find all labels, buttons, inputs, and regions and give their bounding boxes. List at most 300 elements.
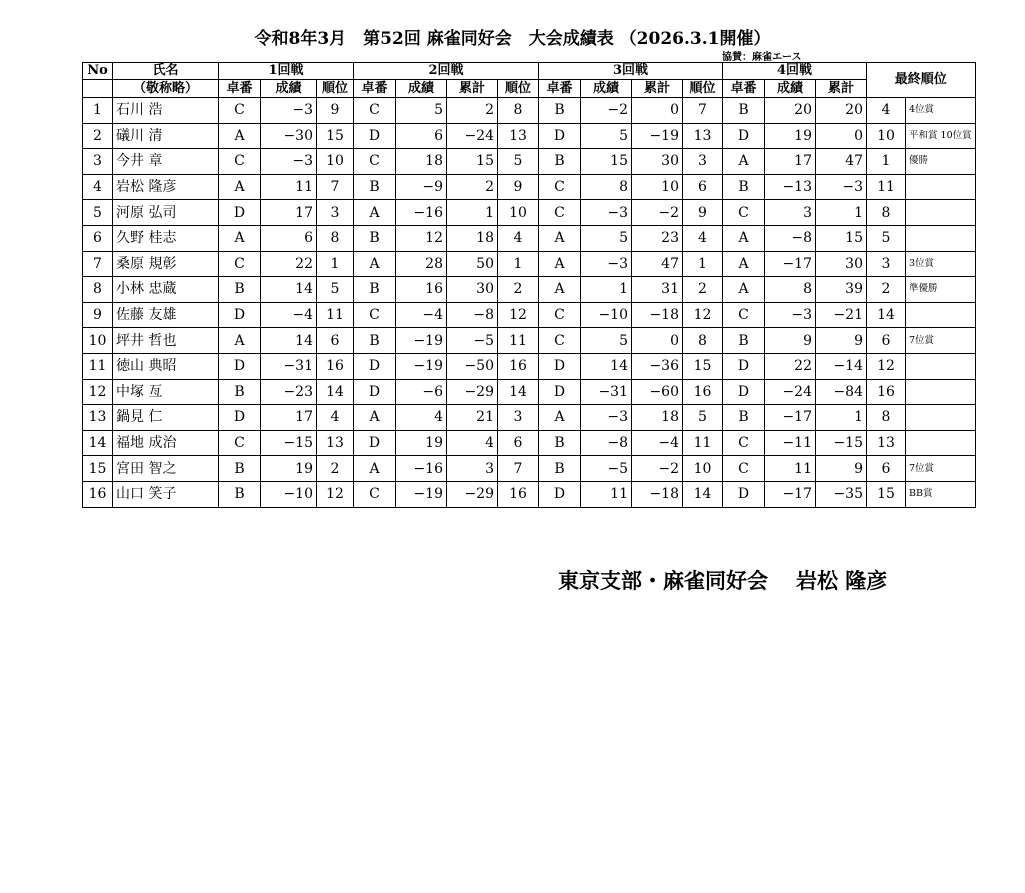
cell-r4-total: 39 bbox=[816, 277, 867, 303]
cell-r1-rank: 6 bbox=[317, 328, 354, 354]
cell-final-rank: 1 bbox=[867, 149, 906, 175]
cell-r1-score: 22 bbox=[261, 251, 317, 277]
cell-r3-rank: 9 bbox=[683, 200, 723, 226]
cell-r3-total: −18 bbox=[632, 481, 683, 507]
cell-r3-score: −2 bbox=[581, 98, 632, 124]
cell-r4-score: 22 bbox=[765, 353, 816, 379]
cell-r3-rank: 4 bbox=[683, 225, 723, 251]
cell-r1-table: D bbox=[219, 405, 261, 431]
cell-final-rank: 10 bbox=[867, 123, 906, 149]
cell-r3-rank: 2 bbox=[683, 277, 723, 303]
cell-r3-table: D bbox=[539, 481, 581, 507]
cell-award: 7位賞 bbox=[906, 456, 976, 482]
cell-name: 山口 笑子 bbox=[113, 481, 219, 507]
cell-r2-rank: 5 bbox=[498, 149, 539, 175]
cell-name: 桑原 規彰 bbox=[113, 251, 219, 277]
cell-name: 中塚 亙 bbox=[113, 379, 219, 405]
header-r4-table: 卓番 bbox=[723, 80, 765, 98]
cell-r4-total: 9 bbox=[816, 328, 867, 354]
cell-final-rank: 6 bbox=[867, 456, 906, 482]
cell-r4-score: −24 bbox=[765, 379, 816, 405]
cell-r2-score: 12 bbox=[396, 225, 447, 251]
cell-r4-total: −35 bbox=[816, 481, 867, 507]
cell-r2-total: −50 bbox=[447, 353, 498, 379]
cell-r1-table: C bbox=[219, 149, 261, 175]
table-row bbox=[83, 251, 976, 277]
cell-no: 2 bbox=[83, 123, 113, 149]
cell-r2-score: −9 bbox=[396, 174, 447, 200]
cell-r4-score: 3 bbox=[765, 200, 816, 226]
cell-r4-table: D bbox=[723, 353, 765, 379]
cell-r1-score: −10 bbox=[261, 481, 317, 507]
cell-r2-table: C bbox=[354, 149, 396, 175]
cell-r3-total: −2 bbox=[632, 456, 683, 482]
cell-r4-total: −3 bbox=[816, 174, 867, 200]
cell-award bbox=[906, 353, 976, 379]
cell-r4-table: A bbox=[723, 277, 765, 303]
header-row-rounds bbox=[83, 63, 976, 80]
cell-r3-score: −3 bbox=[581, 251, 632, 277]
cell-r2-score: −19 bbox=[396, 353, 447, 379]
cell-award: BB賞 bbox=[906, 481, 976, 507]
cell-r3-table: D bbox=[539, 379, 581, 405]
cell-r2-table: D bbox=[354, 353, 396, 379]
cell-r1-table: D bbox=[219, 302, 261, 328]
header-r3-total: 累計 bbox=[632, 80, 683, 98]
cell-r3-table: A bbox=[539, 225, 581, 251]
cell-r2-rank: 14 bbox=[498, 379, 539, 405]
cell-r4-total: 9 bbox=[816, 456, 867, 482]
cell-r3-total: 47 bbox=[632, 251, 683, 277]
cell-r1-score: −3 bbox=[261, 149, 317, 175]
cell-r2-rank: 6 bbox=[498, 430, 539, 456]
header-no: No bbox=[83, 63, 113, 80]
cell-r2-table: B bbox=[354, 174, 396, 200]
cell-no: 3 bbox=[83, 149, 113, 175]
cell-name: 久野 桂志 bbox=[113, 225, 219, 251]
cell-r1-table: C bbox=[219, 251, 261, 277]
cell-award bbox=[906, 379, 976, 405]
table-row bbox=[83, 302, 976, 328]
cell-r2-rank: 4 bbox=[498, 225, 539, 251]
cell-r2-score: 16 bbox=[396, 277, 447, 303]
cell-r1-table: A bbox=[219, 225, 261, 251]
cell-r1-rank: 5 bbox=[317, 277, 354, 303]
cell-r4-total: −84 bbox=[816, 379, 867, 405]
cell-no: 14 bbox=[83, 430, 113, 456]
header-r2-total: 累計 bbox=[447, 80, 498, 98]
cell-r3-total: 10 bbox=[632, 174, 683, 200]
cell-r3-rank: 14 bbox=[683, 481, 723, 507]
cell-r3-score: 14 bbox=[581, 353, 632, 379]
cell-no: 4 bbox=[83, 174, 113, 200]
cell-r1-rank: 4 bbox=[317, 405, 354, 431]
cell-r4-table: B bbox=[723, 405, 765, 431]
cell-r1-score: 17 bbox=[261, 200, 317, 226]
cell-r3-score: −5 bbox=[581, 456, 632, 482]
cell-r1-score: −4 bbox=[261, 302, 317, 328]
cell-r4-total: 47 bbox=[816, 149, 867, 175]
cell-r3-rank: 16 bbox=[683, 379, 723, 405]
cell-name: 鍋見 仁 bbox=[113, 405, 219, 431]
cell-no: 15 bbox=[83, 456, 113, 482]
cell-r3-table: B bbox=[539, 456, 581, 482]
cell-r2-rank: 16 bbox=[498, 481, 539, 507]
cell-r1-table: C bbox=[219, 98, 261, 124]
cell-r2-table: A bbox=[354, 251, 396, 277]
cell-r3-score: −3 bbox=[581, 200, 632, 226]
cell-r2-table: A bbox=[354, 200, 396, 226]
table-row bbox=[83, 353, 976, 379]
cell-r3-score: −10 bbox=[581, 302, 632, 328]
cell-r2-score: −16 bbox=[396, 456, 447, 482]
cell-r2-total: −8 bbox=[447, 302, 498, 328]
cell-award: 4位賞 bbox=[906, 98, 976, 124]
cell-final-rank: 3 bbox=[867, 251, 906, 277]
cell-award bbox=[906, 430, 976, 456]
cell-r2-table: B bbox=[354, 225, 396, 251]
cell-r3-score: 8 bbox=[581, 174, 632, 200]
cell-r3-rank: 13 bbox=[683, 123, 723, 149]
cell-final-rank: 14 bbox=[867, 302, 906, 328]
cell-r3-total: 23 bbox=[632, 225, 683, 251]
cell-r1-score: 14 bbox=[261, 328, 317, 354]
cell-r4-score: −17 bbox=[765, 405, 816, 431]
cell-r2-score: −16 bbox=[396, 200, 447, 226]
cell-r2-score: 18 bbox=[396, 149, 447, 175]
header-r1-score: 成績 bbox=[261, 80, 317, 98]
cell-r1-rank: 7 bbox=[317, 174, 354, 200]
cell-r4-table: A bbox=[723, 225, 765, 251]
table-row bbox=[83, 481, 976, 507]
cell-r4-score: 19 bbox=[765, 123, 816, 149]
cell-r1-score: −23 bbox=[261, 379, 317, 405]
cell-r4-score: −17 bbox=[765, 251, 816, 277]
cell-no: 5 bbox=[83, 200, 113, 226]
cell-r2-total: −29 bbox=[447, 379, 498, 405]
cell-r2-total: −5 bbox=[447, 328, 498, 354]
cell-r3-score: 11 bbox=[581, 481, 632, 507]
cell-name: 徳山 典昭 bbox=[113, 353, 219, 379]
cell-r1-table: B bbox=[219, 481, 261, 507]
cell-r3-table: C bbox=[539, 328, 581, 354]
cell-r2-table: D bbox=[354, 430, 396, 456]
cell-r2-total: 2 bbox=[447, 98, 498, 124]
cell-final-rank: 13 bbox=[867, 430, 906, 456]
cell-r2-rank: 9 bbox=[498, 174, 539, 200]
cell-r4-score: 9 bbox=[765, 328, 816, 354]
sponsor-note: 協賛：麻雀エース bbox=[722, 52, 802, 63]
cell-r1-score: 19 bbox=[261, 456, 317, 482]
cell-r2-rank: 3 bbox=[498, 405, 539, 431]
cell-r1-score: 17 bbox=[261, 405, 317, 431]
cell-name: 小林 忠蔵 bbox=[113, 277, 219, 303]
cell-r2-score: −6 bbox=[396, 379, 447, 405]
cell-r1-rank: 14 bbox=[317, 379, 354, 405]
cell-r2-score: 19 bbox=[396, 430, 447, 456]
cell-award: 3位賞 bbox=[906, 251, 976, 277]
table-row bbox=[83, 149, 976, 175]
header-r3-rank: 順位 bbox=[683, 80, 723, 98]
cell-r2-table: C bbox=[354, 481, 396, 507]
cell-r1-score: 11 bbox=[261, 174, 317, 200]
cell-r3-score: −3 bbox=[581, 405, 632, 431]
cell-name: 岩松 隆彦 bbox=[113, 174, 219, 200]
cell-r3-score: 15 bbox=[581, 149, 632, 175]
header-round-3: 3回戦 bbox=[539, 63, 723, 80]
cell-r2-score: 5 bbox=[396, 98, 447, 124]
table-row bbox=[83, 328, 976, 354]
footer-signature bbox=[558, 565, 887, 595]
cell-r3-total: 0 bbox=[632, 98, 683, 124]
cell-r1-rank: 9 bbox=[317, 98, 354, 124]
cell-r4-total: −21 bbox=[816, 302, 867, 328]
cell-name: 宮田 智之 bbox=[113, 456, 219, 482]
cell-award bbox=[906, 225, 976, 251]
cell-r2-rank: 2 bbox=[498, 277, 539, 303]
cell-r2-table: D bbox=[354, 379, 396, 405]
header-r3-table: 卓番 bbox=[539, 80, 581, 98]
cell-r1-score: −3 bbox=[261, 98, 317, 124]
cell-r2-score: −19 bbox=[396, 328, 447, 354]
cell-r3-score: 5 bbox=[581, 123, 632, 149]
header-round-1: 1回戦 bbox=[219, 63, 354, 80]
cell-r4-total: 1 bbox=[816, 405, 867, 431]
header-r1-table: 卓番 bbox=[219, 80, 261, 98]
cell-r2-rank: 16 bbox=[498, 353, 539, 379]
cell-name: 石川 浩 bbox=[113, 98, 219, 124]
cell-r2-rank: 11 bbox=[498, 328, 539, 354]
cell-r1-rank: 1 bbox=[317, 251, 354, 277]
cell-r3-table: B bbox=[539, 430, 581, 456]
cell-name: 坪井 哲也 bbox=[113, 328, 219, 354]
cell-no: 10 bbox=[83, 328, 113, 354]
cell-r3-rank: 7 bbox=[683, 98, 723, 124]
cell-r4-table: B bbox=[723, 98, 765, 124]
cell-r3-total: −60 bbox=[632, 379, 683, 405]
table-row bbox=[83, 200, 976, 226]
cell-r3-rank: 3 bbox=[683, 149, 723, 175]
cell-r1-rank: 8 bbox=[317, 225, 354, 251]
cell-r4-table: A bbox=[723, 149, 765, 175]
cell-r2-total: −29 bbox=[447, 481, 498, 507]
cell-final-rank: 11 bbox=[867, 174, 906, 200]
cell-r3-table: A bbox=[539, 277, 581, 303]
cell-r1-score: −30 bbox=[261, 123, 317, 149]
cell-r1-table: A bbox=[219, 174, 261, 200]
cell-r4-score: −17 bbox=[765, 481, 816, 507]
header-r2-rank: 順位 bbox=[498, 80, 539, 98]
cell-r3-table: C bbox=[539, 174, 581, 200]
cell-r1-table: A bbox=[219, 328, 261, 354]
cell-name: 河原 弘司 bbox=[113, 200, 219, 226]
cell-r2-total: 30 bbox=[447, 277, 498, 303]
cell-r4-score: 20 bbox=[765, 98, 816, 124]
cell-final-rank: 8 bbox=[867, 200, 906, 226]
cell-r3-rank: 12 bbox=[683, 302, 723, 328]
cell-r4-table: C bbox=[723, 456, 765, 482]
cell-final-rank: 4 bbox=[867, 98, 906, 124]
cell-award bbox=[906, 200, 976, 226]
cell-r1-rank: 10 bbox=[317, 149, 354, 175]
cell-r2-total: 15 bbox=[447, 149, 498, 175]
cell-award bbox=[906, 302, 976, 328]
cell-r2-score: −19 bbox=[396, 481, 447, 507]
cell-r2-score: 28 bbox=[396, 251, 447, 277]
cell-r4-score: −13 bbox=[765, 174, 816, 200]
cell-r3-score: 1 bbox=[581, 277, 632, 303]
table-row bbox=[83, 456, 976, 482]
cell-r4-table: C bbox=[723, 200, 765, 226]
cell-no: 8 bbox=[83, 277, 113, 303]
cell-r4-total: −15 bbox=[816, 430, 867, 456]
cell-r4-score: −11 bbox=[765, 430, 816, 456]
cell-r3-score: 5 bbox=[581, 225, 632, 251]
cell-r4-table: D bbox=[723, 123, 765, 149]
cell-r2-score: −4 bbox=[396, 302, 447, 328]
cell-r3-rank: 15 bbox=[683, 353, 723, 379]
cell-r2-score: 6 bbox=[396, 123, 447, 149]
cell-award: 7位賞 bbox=[906, 328, 976, 354]
footer-person: 岩松 隆彦 bbox=[796, 568, 888, 593]
cell-r1-score: 6 bbox=[261, 225, 317, 251]
cell-award: 準優勝 bbox=[906, 277, 976, 303]
cell-r4-total: 1 bbox=[816, 200, 867, 226]
cell-r1-rank: 2 bbox=[317, 456, 354, 482]
cell-r4-table: D bbox=[723, 481, 765, 507]
header-round-2: 2回戦 bbox=[354, 63, 539, 80]
cell-r2-table: B bbox=[354, 328, 396, 354]
cell-final-rank: 15 bbox=[867, 481, 906, 507]
header-r4-total: 累計 bbox=[816, 80, 867, 98]
cell-r1-table: B bbox=[219, 277, 261, 303]
cell-r4-total: 30 bbox=[816, 251, 867, 277]
cell-r4-table: C bbox=[723, 302, 765, 328]
cell-final-rank: 6 bbox=[867, 328, 906, 354]
cell-r4-score: 11 bbox=[765, 456, 816, 482]
header-round-4: 4回戦 bbox=[723, 63, 867, 80]
cell-r3-total: −4 bbox=[632, 430, 683, 456]
cell-r2-rank: 1 bbox=[498, 251, 539, 277]
cell-r3-score: −8 bbox=[581, 430, 632, 456]
cell-r4-total: 0 bbox=[816, 123, 867, 149]
cell-r4-score: 17 bbox=[765, 149, 816, 175]
cell-r3-total: −18 bbox=[632, 302, 683, 328]
cell-r3-table: C bbox=[539, 200, 581, 226]
cell-r4-table: C bbox=[723, 430, 765, 456]
cell-no: 1 bbox=[83, 98, 113, 124]
cell-r2-score: 4 bbox=[396, 405, 447, 431]
cell-r1-table: B bbox=[219, 456, 261, 482]
cell-name: 福地 成治 bbox=[113, 430, 219, 456]
cell-r3-total: 0 bbox=[632, 328, 683, 354]
cell-no: 9 bbox=[83, 302, 113, 328]
cell-r3-table: D bbox=[539, 123, 581, 149]
cell-r3-total: 18 bbox=[632, 405, 683, 431]
cell-final-rank: 12 bbox=[867, 353, 906, 379]
cell-r2-table: A bbox=[354, 405, 396, 431]
cell-r4-score: −8 bbox=[765, 225, 816, 251]
cell-no: 13 bbox=[83, 405, 113, 431]
cell-r1-table: D bbox=[219, 353, 261, 379]
cell-r4-score: −3 bbox=[765, 302, 816, 328]
cell-r2-rank: 7 bbox=[498, 456, 539, 482]
header-r3-score: 成績 bbox=[581, 80, 632, 98]
cell-r1-score: 14 bbox=[261, 277, 317, 303]
cell-r2-total: 4 bbox=[447, 430, 498, 456]
cell-r2-rank: 8 bbox=[498, 98, 539, 124]
cell-r3-rank: 10 bbox=[683, 456, 723, 482]
cell-r3-table: A bbox=[539, 251, 581, 277]
cell-r3-table: B bbox=[539, 149, 581, 175]
cell-name: 佐藤 友雄 bbox=[113, 302, 219, 328]
header-final-rank: 最終順位 bbox=[867, 63, 976, 98]
table-row bbox=[83, 98, 976, 124]
cell-r1-table: A bbox=[219, 123, 261, 149]
cell-r2-table: C bbox=[354, 98, 396, 124]
header-row-columns bbox=[83, 80, 976, 98]
cell-r3-total: 31 bbox=[632, 277, 683, 303]
cell-r4-table: B bbox=[723, 328, 765, 354]
table-row bbox=[83, 277, 976, 303]
cell-r2-table: D bbox=[354, 123, 396, 149]
results-body bbox=[83, 98, 976, 508]
cell-r2-table: A bbox=[354, 456, 396, 482]
cell-r1-score: −15 bbox=[261, 430, 317, 456]
cell-r2-table: B bbox=[354, 277, 396, 303]
results-table bbox=[82, 62, 976, 508]
table-row bbox=[83, 174, 976, 200]
cell-r4-table: B bbox=[723, 174, 765, 200]
cell-r4-score: 8 bbox=[765, 277, 816, 303]
cell-r4-total: 15 bbox=[816, 225, 867, 251]
cell-award: 優勝 bbox=[906, 149, 976, 175]
cell-r1-rank: 12 bbox=[317, 481, 354, 507]
cell-r2-total: 2 bbox=[447, 174, 498, 200]
cell-r2-total: 1 bbox=[447, 200, 498, 226]
cell-r2-rank: 13 bbox=[498, 123, 539, 149]
cell-r3-rank: 6 bbox=[683, 174, 723, 200]
cell-award bbox=[906, 174, 976, 200]
cell-final-rank: 2 bbox=[867, 277, 906, 303]
cell-no: 7 bbox=[83, 251, 113, 277]
cell-r2-total: −24 bbox=[447, 123, 498, 149]
cell-r3-total: −36 bbox=[632, 353, 683, 379]
cell-r3-total: 30 bbox=[632, 149, 683, 175]
header-r2-score: 成績 bbox=[396, 80, 447, 98]
cell-r4-total: 20 bbox=[816, 98, 867, 124]
cell-final-rank: 16 bbox=[867, 379, 906, 405]
cell-r4-table: A bbox=[723, 251, 765, 277]
cell-no: 11 bbox=[83, 353, 113, 379]
cell-no: 12 bbox=[83, 379, 113, 405]
cell-r3-table: D bbox=[539, 353, 581, 379]
cell-r1-rank: 3 bbox=[317, 200, 354, 226]
cell-r3-total: −19 bbox=[632, 123, 683, 149]
table-row bbox=[83, 123, 976, 149]
cell-r3-rank: 11 bbox=[683, 430, 723, 456]
cell-r1-rank: 16 bbox=[317, 353, 354, 379]
cell-r2-total: 50 bbox=[447, 251, 498, 277]
cell-award bbox=[906, 405, 976, 431]
cell-no: 16 bbox=[83, 481, 113, 507]
cell-r3-total: −2 bbox=[632, 200, 683, 226]
header-name: 氏名 bbox=[113, 63, 219, 80]
header-r4-score: 成績 bbox=[765, 80, 816, 98]
cell-name: 礒川 清 bbox=[113, 123, 219, 149]
cell-r1-rank: 11 bbox=[317, 302, 354, 328]
cell-r3-table: B bbox=[539, 98, 581, 124]
